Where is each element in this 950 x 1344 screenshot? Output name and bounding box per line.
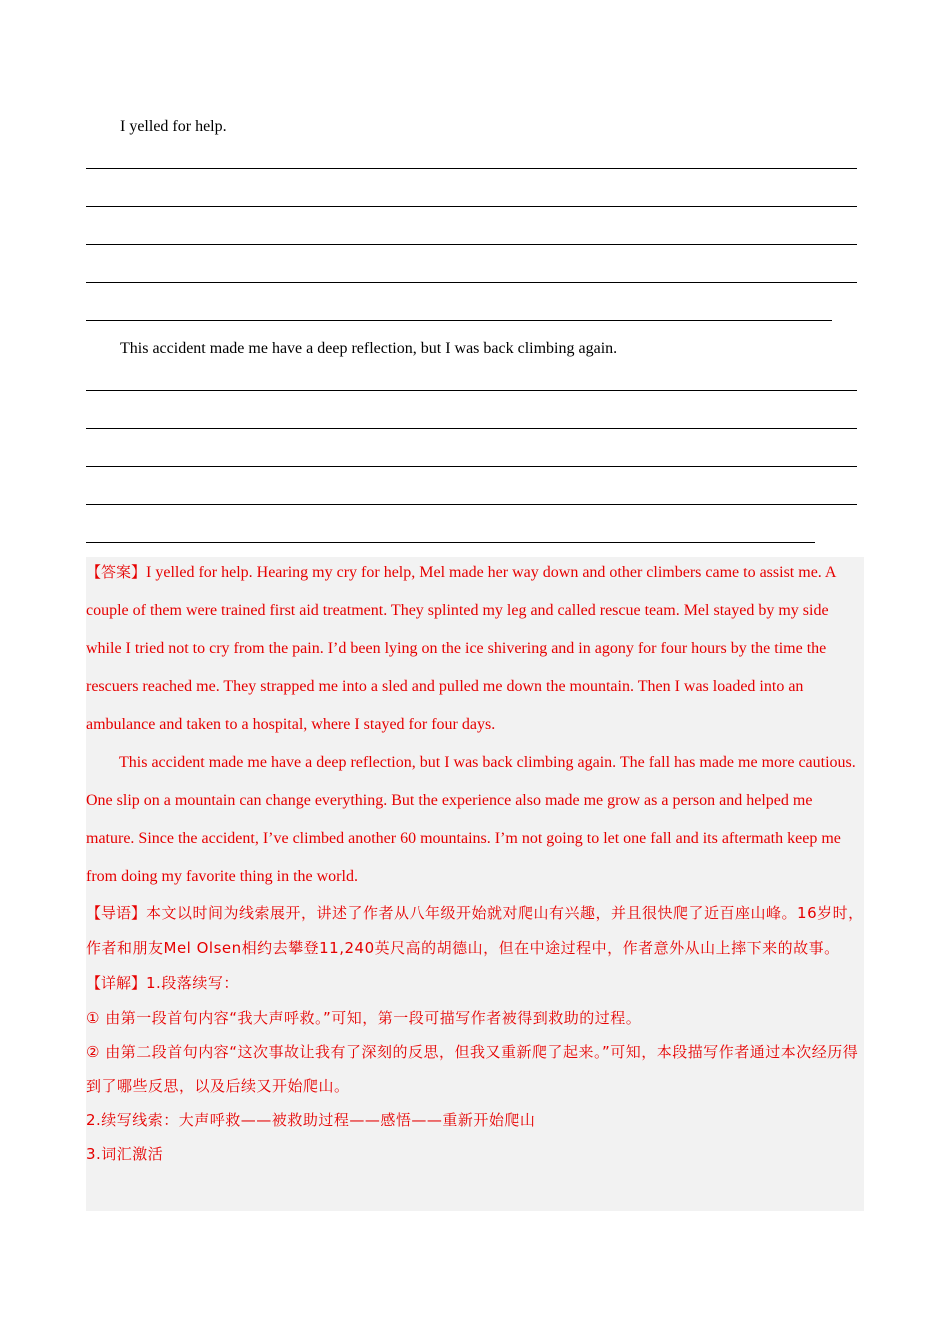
writing-line bbox=[86, 282, 857, 283]
answer-content bbox=[86, 553, 864, 1171]
writing-line bbox=[86, 206, 857, 207]
writing-line bbox=[86, 428, 857, 429]
detail-tag: 【详解】 bbox=[86, 974, 147, 992]
writing-line bbox=[86, 244, 857, 245]
writing-line bbox=[86, 320, 832, 321]
answer-paragraph-2: This accident made me have a deep reflection, but I was back climbing again. The fall has made me more cautious. One slip on a mountain can change everything. But the experience also made me grow as a person and helped me mature. Since the accident, I’ve climbed another 60 mountains. I’m not going to let one fall and its aftermath keep me from doing my favorite thing in the world. bbox=[86, 754, 856, 885]
detail-item-1: ① 由第一段首句内容“我大声呼救。”可知，第一段可描写作者被得到救助的过程。 bbox=[86, 1009, 642, 1027]
writing-line bbox=[86, 504, 857, 505]
detail-clue: 2.续写线索：大声呼救——被救助过程——感悟——重新开始爬山 bbox=[86, 1111, 536, 1129]
writing-line bbox=[86, 542, 815, 543]
guide-paragraph bbox=[86, 896, 864, 966]
guide-text: 本文以时间为线索展开，讲述了作者从八年级开始就对爬山有兴趣，并且很快爬了近百座山峰。16岁时，作者和朋友Mel Olsen相约去攀登11,240英尺高的胡德山，但在中途过程中，作者意外从山上摔下来的故事。 bbox=[86, 904, 864, 957]
answer-paragraph-1 bbox=[86, 553, 864, 744]
guide-tag: 【导语】 bbox=[86, 904, 147, 922]
writing-line bbox=[86, 168, 857, 169]
detail-vocab: 3.词汇激活 bbox=[86, 1145, 164, 1163]
detail-item-2: ② 由第二段首句内容“这次事故让我有了深刻的反思，但我又重新爬了起来。”可知，本段描写作者通过本次经历得到了哪些反思，以及后续又开始爬山。 bbox=[86, 1043, 859, 1095]
paragraph-2-prompt: This accident made me have a deep reflection, but I was back climbing again. bbox=[120, 340, 618, 357]
answer-tag: 【答案】 bbox=[86, 563, 147, 581]
writing-line bbox=[86, 466, 857, 467]
writing-line bbox=[86, 390, 857, 391]
paragraph-1-prompt: I yelled for help. bbox=[120, 118, 227, 135]
answer-paragraph-1-text: I yelled for help. Hearing my cry for help, Mel made her way down and other climbers came to assist me. A couple of them were trained first aid treatment. They splinted my leg and called rescue team. Mel stayed by my side while I tried not to cry from the pain. I’d been lying on the ice shivering and in agony for four hours by the time the rescuers reached me. They strapped me into a sled and pulled me down the mountain. Then I was loaded into an ambulance and taken to a hospital, where I stayed for four days. bbox=[86, 564, 836, 733]
detail-heading: 1.段落续写： bbox=[146, 974, 239, 992]
detail-heading-line bbox=[86, 966, 864, 1001]
